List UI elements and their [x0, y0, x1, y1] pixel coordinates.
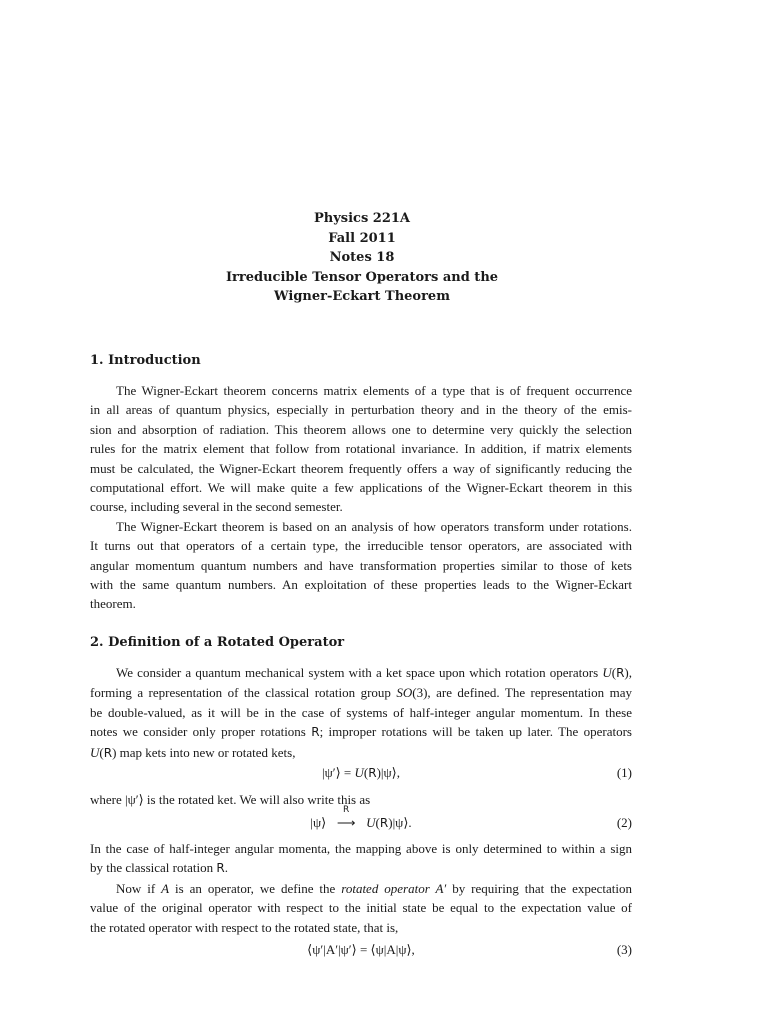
- text-line: The Wigner-Eckart theorem is based on an analysis of how operators transform under rotations.: [116, 518, 632, 534]
- text-line: angular momentum quantum numbers and have transformation properties similar to those of kets: [90, 557, 632, 573]
- text-line: where |ψ′⟩ is the rotated ket. We will also write this as: [90, 792, 371, 807]
- equation-number: (1): [616, 765, 632, 780]
- notes-number: Notes 18: [329, 250, 395, 265]
- equation-3: [90, 942, 632, 962]
- rotated-operator-paragraph-2: [90, 839, 632, 937]
- text-line: course, including several in the second semester.: [90, 499, 343, 515]
- equation-2: [90, 805, 632, 835]
- text-line: In the case of half-integer angular momenta, the mapping above is only determined to within a sign: [90, 841, 632, 856]
- text-line: U(R) map kets into new or rotated kets,: [90, 744, 296, 760]
- text-line: computational effort. We will make quite a few applications of the Wigner-Eckart theorem in this: [90, 480, 632, 496]
- document-title-line-1: Irreducible Tensor Operators and the: [225, 269, 499, 285]
- text-line: We consider a quantum mechanical system with a ket space upon which rotation operators U(R),: [116, 665, 632, 680]
- text-line: be double-valued, as it will be in the case of systems of half-integer angular momentum. In these: [90, 704, 632, 720]
- text-line: by the classical rotation R.: [90, 860, 228, 876]
- term: Fall 2011: [328, 230, 396, 246]
- text-line: notes we consider only proper rotations R; improper rotations will be taken up later. The operators: [90, 724, 632, 740]
- text-line: Now if A is an operator, we define the rotated operator A′ by requiring that the expectation: [116, 880, 632, 896]
- text-line: must be calculated, the Wigner-Eckart theorem frequently offers a way of significantly reducing the: [90, 460, 632, 476]
- text-line: sion and absorption of radiation. This theorem allows one to determine very quickly the selection: [90, 421, 632, 437]
- section-heading-introduction: 1. Introduction: [90, 353, 201, 368]
- text-line: forming a representation of the classical rotation group SO(3), are defined. The representation may: [90, 685, 633, 701]
- rotated-operator-paragraph-1: [90, 663, 632, 763]
- text-line: in all areas of quantum physics, especially in perturbation theory and in the theory of the emis-: [90, 402, 632, 418]
- text-line: rules for the matrix element that follow from rotational invariance. In addition, if matrix elements: [90, 441, 632, 457]
- equation-expression: |ψ⟩ R ⟶ U(R)|ψ⟩.: [310, 805, 412, 830]
- text-line: value of the original operator with respect to the initial state be equal to the expectation value of: [90, 900, 632, 916]
- mapping-arrow: R ⟶: [336, 805, 356, 830]
- text-line: the rotated operator with respect to the rotated state, that is,: [90, 919, 399, 935]
- equation-number: (3): [616, 942, 632, 957]
- intro-paragraph-1: [90, 381, 632, 614]
- equation-number: (2): [616, 815, 632, 830]
- title-block: [0, 209, 724, 307]
- section-heading-rotated-operator: 2. Definition of a Rotated Operator: [90, 635, 345, 650]
- text-line: It turns out that operators of a certain type, the irreducible tensor operators, are associated with: [90, 538, 632, 554]
- equation-expression: |ψ′⟩ = U(R)|ψ⟩,: [322, 765, 400, 780]
- equation-expression: ⟨ψ′|A′|ψ′⟩ = ⟨ψ|A|ψ⟩,: [307, 942, 415, 957]
- text-line: The Wigner-Eckart theorem concerns matrix elements of a type that is of frequent occurrence: [116, 383, 632, 398]
- equation-1: [90, 765, 632, 785]
- text-line: theorem.: [90, 596, 136, 612]
- document-title-line-2: Wigner-Eckart Theorem: [274, 289, 450, 304]
- text-line: with the same quantum numbers. An exploitation of these properties leads to the Wigner-Eckart: [90, 577, 632, 593]
- course-title: Physics 221A: [313, 211, 411, 226]
